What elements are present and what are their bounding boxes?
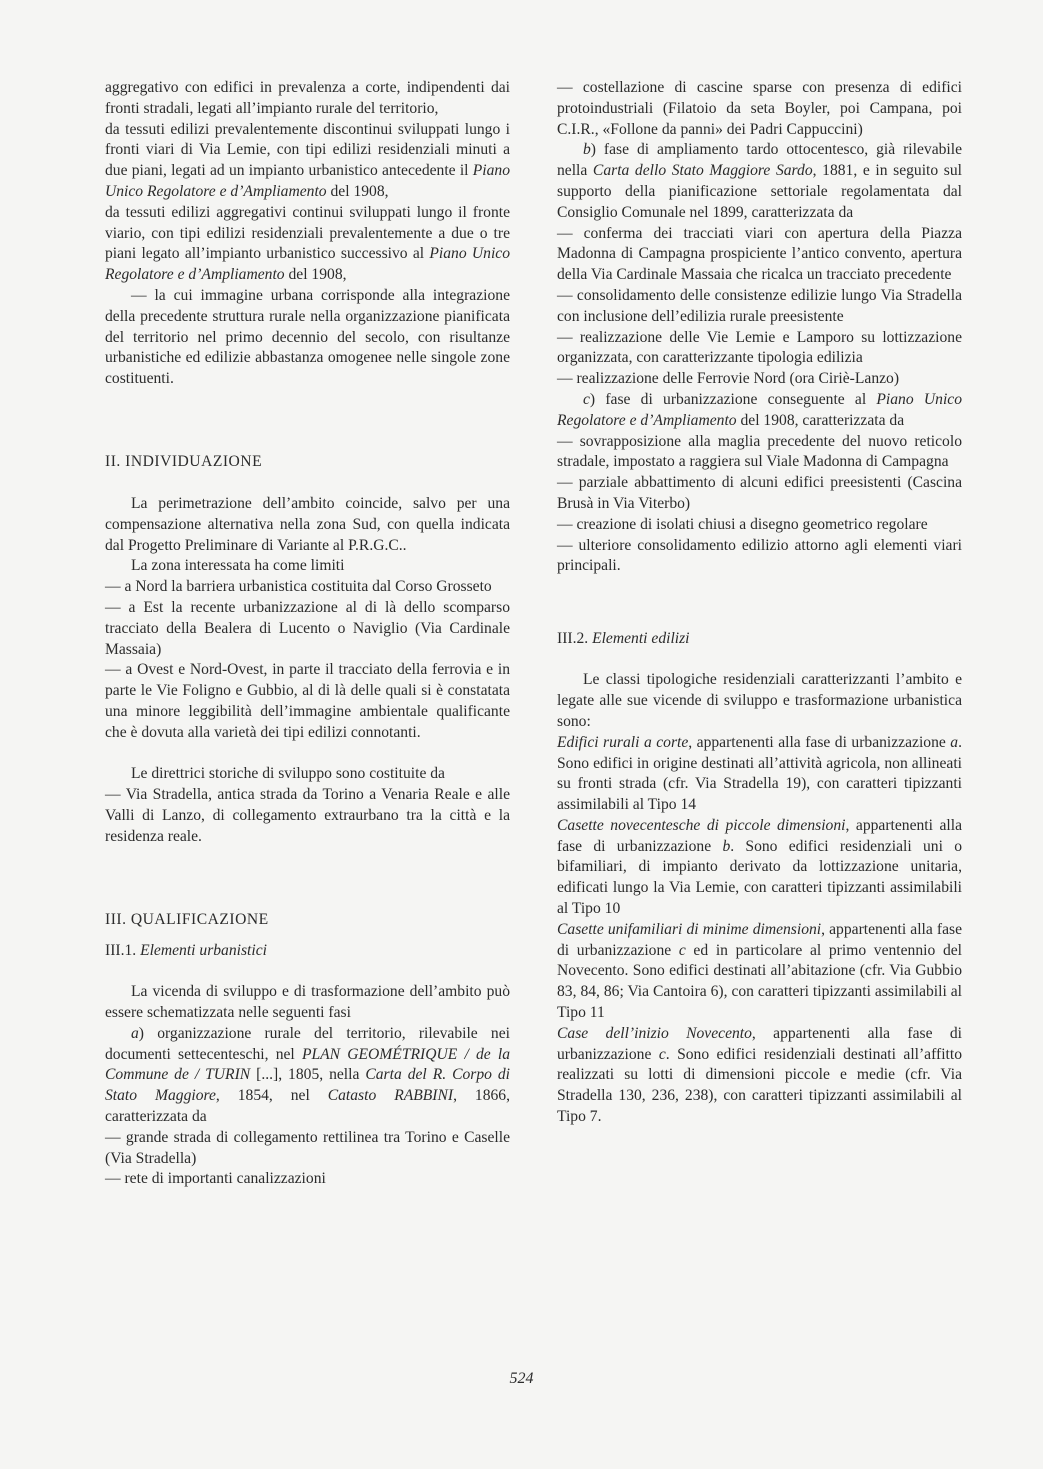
list-item: — costellazione di cascine sparse con presenza di edifici protoindustriali (Filatoio da seta Boyler, poi Campana, poi C.I.R., «Follone da panni» dei Padri Cappuccini)	[557, 79, 962, 138]
right-column	[557, 78, 962, 1128]
section-heading: II. INDIVIDUAZIONE	[105, 453, 263, 471]
section-heading: III. QUALIFICAZIONE	[105, 910, 269, 928]
paragraph: Case dell’inizio Novecento, appartenenti alla fase di urbanizzazione c. Sono edifici residenziali destinati all’affitto realizzati su lotti di dimensioni piccole e medie (cfr. Via Stradella 130, 236, 238), con caratteri tipizzanti assimilabili al Tipo 7.	[557, 1024, 962, 1126]
page-number: 524	[509, 1370, 534, 1387]
paragraph: b) fase di ampliamento tardo ottocentesco, già rilevabile nella Carta dello Stato Maggiore Sardo, 1881, e in seguito sul supporto della pianificazione settoriale regolamentata dal Consiglio Comunale nel 1899, caratterizzata da	[557, 141, 962, 221]
paragraph: Le direttrici storiche di sviluppo sono costituite da	[131, 765, 445, 783]
list-item: — sovrapposizione alla maglia precedente del nuovo reticolo stradale, impostato a raggiera sul Viale Madonna di Campagna	[557, 432, 962, 471]
list-item: — conferma dei tracciati viari con apertura della Piazza Madonna di Campagna prospiciente l’antico convento, apertura della Via Cardinale Massaia che ricalca un tracciato precedente	[557, 224, 962, 284]
paragraph: Le classi tipologiche residenziali caratterizzanti l’ambito e legate alle sue vicende di sviluppo e trasformazione urbanistica sono:	[557, 671, 962, 730]
paragraph: da tessuti edilizi prevalentemente discontinui sviluppati lungo i fronti viari di Via Lemie, con tipi edilizi residenziali minuti a due piani, legati ad un impianto urbanistico antecedente il Piano Unico Regolatore e d’Ampliamento del 1908,	[105, 120, 510, 200]
list-item: — realizzazione delle Ferrovie Nord (ora Ciriè-Lanzo)	[557, 370, 900, 388]
list-item: — consolidamento delle consistenze edilizie lungo Via Stradella con inclusione dell’edilizia rurale preesistente	[557, 286, 962, 325]
paragraph: Casette unifamiliari di minime dimensioni, appartenenti alla fase di urbanizzazione c ed in particolare al primo ventennio del Novecento. Sono edifici destinati all’abitazione (cfr. Via Gubbio 83, 84, 86; Via Cantoira 6), con caratteri tipizzanti assimilabili al Tipo 11	[557, 920, 963, 1022]
paragraph: La vicenda di sviluppo e di trasformazione dell’ambito può essere schematizzata nelle seguenti fasi	[105, 983, 510, 1022]
list-item: — parziale abbattimento di alcuni edifici preesistenti (Cascina Brusà in Via Viterbo)	[557, 474, 962, 512]
paragraph: — la cui immagine urbana corrisponde alla integrazione della precedente struttura rurale nella organizzazione pianificata del territorio nel primo decennio del secolo, con risultanze urbanistiche ed edilizie abbastanza omogenee nelle singole zone costituenti.	[105, 286, 510, 388]
paragraph: aggregativo con edifici in prevalenza a corte, indipendenti dai fronti stradali, legati all’impianto rurale del territorio,	[105, 79, 510, 117]
list-item: — realizzazione delle Vie Lemie e Lamporo su lottizzazione organizzata, con caratterizzante tipologia edilizia	[557, 328, 962, 367]
paragraph: a) organizzazione rurale del territorio, rilevabile nei documenti settecenteschi, nel PLAN GEOMÉTRIQUE / de la Commune de / TURIN [...], 1805, nella Carta del R. Corpo di Stato Maggiore, 1854, nel Catasto RABBINI, 1866, caratterizzata da	[105, 1024, 511, 1126]
paragraph: c) fase di urbanizzazione conseguente al Piano Unico Regolatore e d’Ampliamento del 1908, caratterizzata da	[557, 390, 962, 429]
paragraph: Casette novecentesche di piccole dimensioni, appartenenti alla fase di urbanizzazione b. Sono edifici residenziali uni o bifamiliari, di impianto derivato da lottizzazione unitaria, edificati lungo la Via Lemie, con caratteri tipizzanti assimilabili al Tipo 10	[557, 816, 962, 918]
list-item: — creazione di isolati chiusi a disegno geometrico regolare	[557, 515, 928, 533]
paragraph: La perimetrazione dell’ambito coincide, salvo per una compensazione alternativa nella zona Sud, con quella indicata dal Progetto Preliminare di Variante al P.R.G.C..	[105, 494, 510, 554]
list-item: — a Nord la barriera urbanistica costituita dal Corso Grosseto	[105, 578, 492, 596]
left-column	[105, 78, 510, 1190]
list-item: — rete di importanti canalizzazioni	[105, 1170, 326, 1188]
subsection-heading: III.2. Elementi edilizi	[557, 629, 690, 647]
subsection-heading: III.1. Elementi urbanistici	[105, 941, 267, 959]
list-item: — a Ovest e Nord-Ovest, in parte il tracciato della ferrovia e in parte le Vie Foligno e Gubbio, al di là delle quali si è constatata una minore leggibilità dell’immagine ambientale qualificante che è dovuta alla varietà dei tipi edilizi connotanti.	[105, 661, 510, 741]
paragraph: da tessuti edilizi aggregativi continui sviluppati lungo il fronte viario, con tipi edilizi residenziali prevalentemente a due o tre piani legato all’impianto urbanistico successivo al Piano Unico Regolatore e d’Ampliamento del 1908,	[105, 203, 511, 284]
list-item: — ulteriore consolidamento edilizio attorno agli elementi viari principali.	[557, 536, 962, 575]
list-item: — Via Stradella, antica strada da Torino a Venaria Reale e alle Valli di Lanzo, di collegamento extraurbano tra la città e la residenza reale.	[105, 786, 510, 845]
paragraph: La zona interessata ha come limiti	[131, 557, 345, 575]
list-item: — grande strada di collegamento rettilinea tra Torino e Caselle (Via Stradella)	[105, 1128, 510, 1167]
list-item: — a Est la recente urbanizzazione al di là dello scomparso tracciato della Bealera di Lucento o Naviglio (Via Cardinale Massaia)	[105, 598, 510, 658]
paragraph: Edifici rurali a corte, appartenenti alla fase di urbanizzazione a. Sono edifici in origine destinati all’attività agricola, non allineati su fronti strada (cfr. Via Stradella 19), con caratteri tipizzanti assimilabili al Tipo 14	[557, 733, 962, 814]
